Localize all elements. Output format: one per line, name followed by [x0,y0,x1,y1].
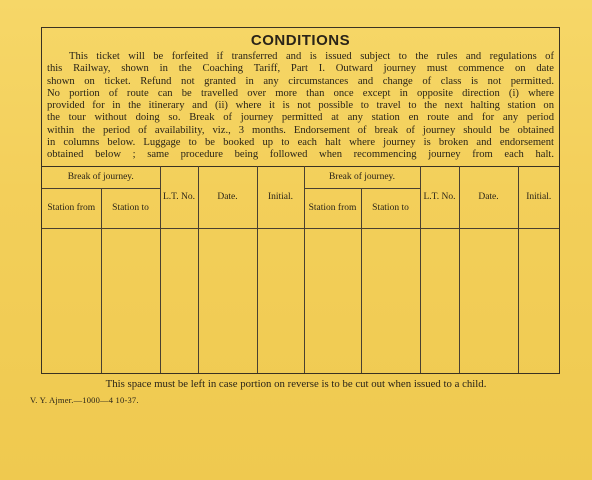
header-initial-left: Initial. [257,167,304,229]
conditions-line-1: This ticket will be forfeited if transferred and is issued subject to the rules and regulations of [69,51,554,62]
endorsement-row [42,229,559,374]
header-date-right: Date. [459,167,518,229]
conditions-text [47,51,554,162]
conditions-line-6: the tour without doing so. Break of journey permitted at any station en route and for any period [47,112,554,124]
child-ticket-footnote: This space must be left in case portion on reverse is to be cut out when issued to a child. [105,378,487,390]
conditions-line-5: provided for in the itinerary and (ii) where it is not possible to travel to the next halting station on [47,100,554,112]
header-station-from-left: Station from [42,189,101,229]
cell-station-to-left [101,229,160,374]
header-station-to-right: Station to [361,189,420,229]
cell-initial-right [518,229,559,374]
header-station-from-right: Station from [304,189,361,229]
printer-imprint: V. Y. Ajmer.—1000—4 10-37. [30,395,139,405]
cell-date-left [198,229,257,374]
header-lt-no-left: L.T. No. [160,167,198,229]
header-break-of-journey-right: Break of journey. [304,167,420,189]
cell-initial-left [257,229,304,374]
conditions-line-4: No portion of route can be travelled over more than once except in opposite direction (i) where [47,87,554,99]
cell-date-right [459,229,518,374]
conditions-line-3: shown on ticket. Refund not granted in any circumstances and change of class is not permitted. [47,75,554,87]
break-of-journey-table [42,166,559,373]
conditions-line-8: in columns below. Luggage to be booked up to each halt where journey is broken and endorsement [47,137,554,149]
cell-lt-no-right [420,229,459,374]
conditions-line-2: this Railway, shown in the Coaching Tariff, Part I. Outward journey must commence on date [47,63,554,75]
header-date-left: Date. [198,167,257,229]
cell-lt-no-left [160,229,198,374]
header-break-of-journey-left: Break of journey. [42,167,160,189]
conditions-line-9: obtained below ; same procedure being followed when recommencing journey from each halt. [47,149,554,161]
conditions-title: CONDITIONS [250,32,351,49]
cell-station-from-left [42,229,101,374]
header-lt-no-right: L.T. No. [420,167,459,229]
header-initial-right: Initial. [518,167,559,229]
header-station-to-left: Station to [101,189,160,229]
conditions-line-7: within the period of availability, viz., 3 months. Endorsement of break of journey should be obtained [47,124,554,136]
cell-station-to-right [361,229,420,374]
conditions-frame [41,27,560,374]
cell-station-from-right [304,229,361,374]
